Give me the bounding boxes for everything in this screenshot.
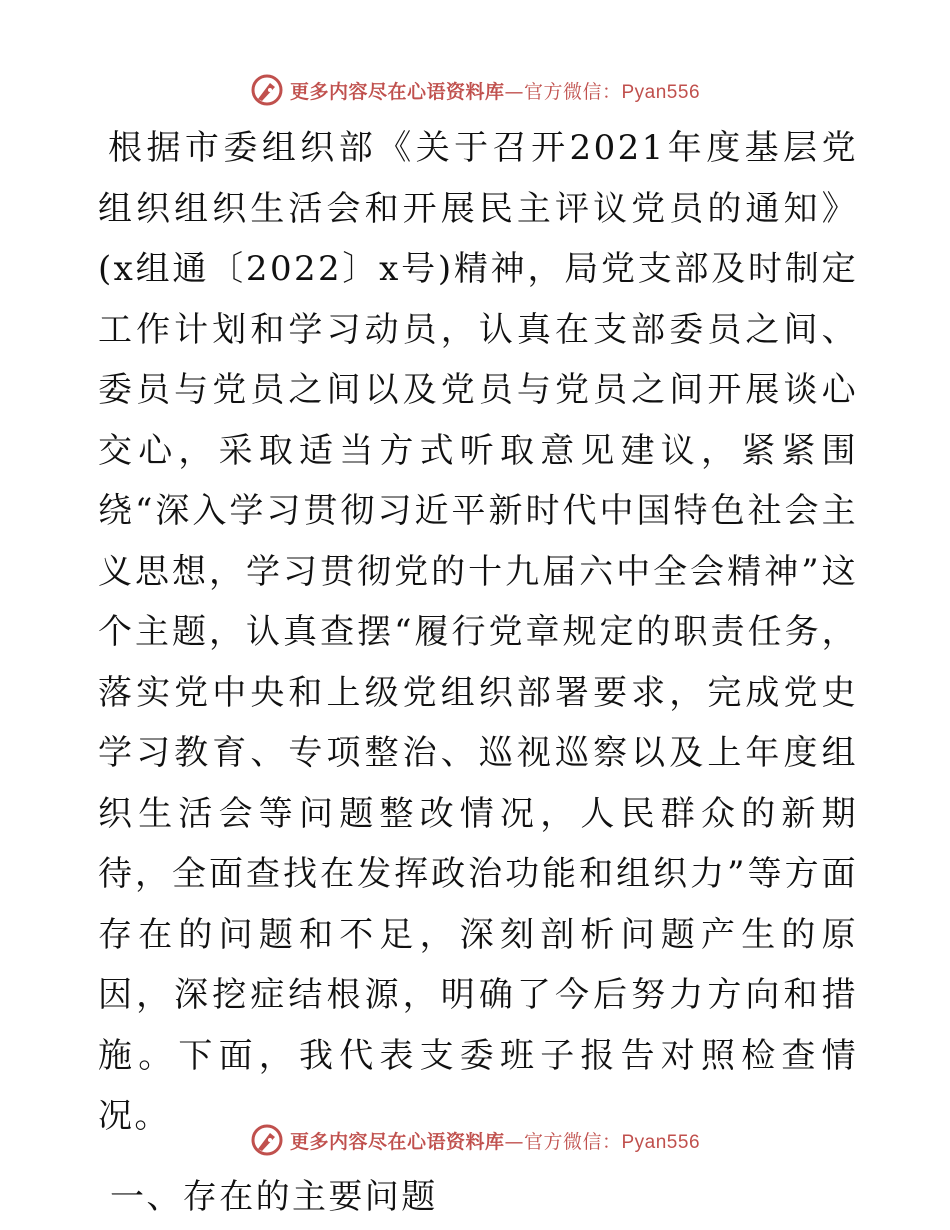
- header-wechat-id: Pyan556: [621, 81, 701, 103]
- header-banner-text: [290, 77, 700, 104]
- footer-banner-text: [290, 1127, 700, 1154]
- footer-wechat-id: Pyan556: [621, 1131, 701, 1153]
- footer-banner: [0, 1120, 950, 1160]
- header-brand-text: 更多内容尽在心语资料库: [289, 80, 505, 103]
- pen-nib-circle-logo-icon: [250, 1123, 284, 1157]
- header-official-label: 官方微信：: [523, 80, 622, 103]
- footer-brand-text: 更多内容尽在心语资料库: [289, 1130, 505, 1153]
- footer-official-label: 官方微信：: [523, 1130, 622, 1153]
- header-banner: [0, 70, 950, 110]
- header-separator: —: [504, 80, 524, 103]
- footer-separator: —: [504, 1130, 524, 1153]
- section-heading: 一、存在的主要问题: [110, 1176, 438, 1217]
- document-body: [98, 118, 858, 1227]
- body-paragraph: 根据市委组织部《关于召开2021年度基层党组织组织生活会和开展民主评议党员的通知》(x组通〔2022〕x号)精神，局党支部及时制定工作计划和学习动员，认真在支部委员之间、委员与党员之间以及党员与党员之间开展谈心交心，采取适当方式听取意见建议，紧紧围绕“深入学习贯彻习近平新时代中国特色社会主义思想，学习贯彻党的十九届六中全会精神”这个主题，认真查摆“履行党章规定的职责任务，落实党中央和上级党组织部署要求，完成党史学习教育、专项整治、巡视巡察以及上年度组织生活会等问题整改情况，人民群众的新期待，全面查找在发挥政治功能和组织力”等方面存在的问题和不足，深刻剖析问题产生的原因，深挖症结根源，明确了今后努力方向和措施。下面，我代表支委班子报告对照检查情况。: [98, 128, 858, 1136]
- pen-nib-circle-logo-icon: [250, 73, 284, 107]
